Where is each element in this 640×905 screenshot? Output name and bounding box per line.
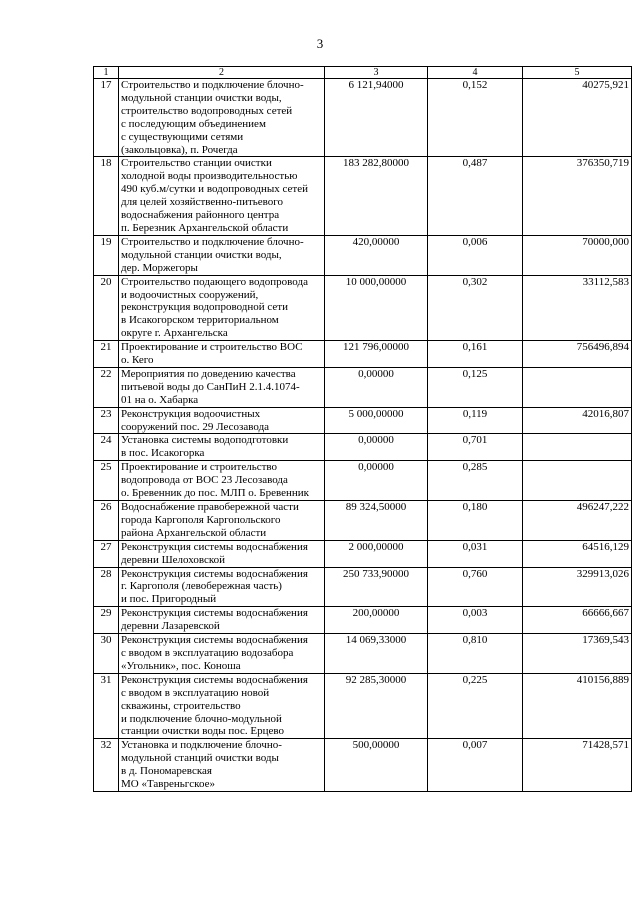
value-col4-cell: 0,006 <box>428 235 523 275</box>
table-row <box>94 79 632 157</box>
object-name-line: Установка и подключение блочно- <box>121 739 282 752</box>
object-name-line: станции очистки воды пос. Ерцево <box>121 725 284 738</box>
object-name-cell <box>119 157 325 235</box>
object-name-line: с вводом в эксплуатацию водозабора <box>121 646 294 659</box>
column-header: 5 <box>523 67 632 79</box>
object-name-line: питьевой воды до СанПиН 2.1.4.1074- <box>121 380 300 393</box>
object-name-line: в Исакогорском территориальном <box>121 314 279 327</box>
value-col3-cell: 5 000,00000 <box>325 407 428 434</box>
object-name-line: Реконструкция системы водоснабжения <box>121 540 308 553</box>
object-name-line: в пос. Исакогорка <box>121 447 205 460</box>
table-row <box>94 434 632 461</box>
object-name-line: деревни Лазаревской <box>121 620 220 633</box>
page-number: 3 <box>316 36 324 51</box>
object-name-line: Проектирование и строительство <box>121 461 278 474</box>
row-number-cell: 17 <box>94 79 119 157</box>
value-col5-cell <box>523 434 632 461</box>
object-name-line: модульной станций очистки воды <box>121 752 279 765</box>
object-name-cell <box>119 739 325 792</box>
value-col4-cell: 0,125 <box>428 367 523 407</box>
object-name-cell <box>119 501 325 541</box>
object-name-line: Реконструкция водоочистных <box>121 407 261 420</box>
table-header-row <box>94 67 632 79</box>
value-col3-cell: 420,00000 <box>325 235 428 275</box>
row-number-cell: 21 <box>94 341 119 368</box>
object-name-line: МО «Тавреньгское» <box>121 778 215 791</box>
object-name-line: сооружений пос. 29 Лесозавода <box>121 420 270 433</box>
value-col4-cell: 0,760 <box>428 567 523 607</box>
object-name-cell <box>119 341 325 368</box>
object-name-cell <box>119 407 325 434</box>
object-name-line: строительство водопроводных сетей <box>121 104 293 117</box>
value-col3-cell: 0,00000 <box>325 434 428 461</box>
value-col4-cell: 0,161 <box>428 341 523 368</box>
value-col4-cell: 0,487 <box>428 157 523 235</box>
object-name-line: деревни Шелоховской <box>121 553 226 566</box>
value-col4-cell: 0,180 <box>428 501 523 541</box>
row-number-cell: 19 <box>94 235 119 275</box>
object-name-line: п. Березник Архангельской области <box>121 221 289 234</box>
value-col4-cell: 0,701 <box>428 434 523 461</box>
object-name-line: Реконструкция системы водоснабжения <box>121 634 308 647</box>
row-number-cell: 30 <box>94 634 119 674</box>
object-name-line: Реконструкция системы водоснабжения <box>121 607 308 620</box>
table-row <box>94 540 632 567</box>
value-col5-cell <box>523 367 632 407</box>
value-col4-cell: 0,031 <box>428 540 523 567</box>
value-col3-cell: 250 733,90000 <box>325 567 428 607</box>
object-name-line: Строительство станции очистки <box>121 157 272 170</box>
value-col4-cell: 0,003 <box>428 607 523 634</box>
value-col3-cell: 200,00000 <box>325 607 428 634</box>
value-col3-cell: 14 069,33000 <box>325 634 428 674</box>
row-number-cell: 18 <box>94 157 119 235</box>
row-number-cell: 28 <box>94 567 119 607</box>
table-row <box>94 367 632 407</box>
value-col5-cell: 17369,543 <box>523 634 632 674</box>
value-col5-cell: 42016,807 <box>523 407 632 434</box>
object-name-cell <box>119 235 325 275</box>
row-number-cell: 25 <box>94 461 119 501</box>
object-name-line: о. Кего <box>121 354 154 367</box>
value-col5-cell: 329913,026 <box>523 567 632 607</box>
value-col5-cell: 66666,667 <box>523 607 632 634</box>
value-col4-cell: 0,285 <box>428 461 523 501</box>
table-row <box>94 275 632 341</box>
value-col5-cell: 410156,889 <box>523 673 632 739</box>
table-row <box>94 739 632 792</box>
column-header: 2 <box>119 67 325 79</box>
object-name-line: холодной воды производительностью <box>121 170 298 183</box>
object-name-line: 490 куб.м/сутки и водопроводных сетей <box>121 183 309 196</box>
value-col3-cell: 0,00000 <box>325 461 428 501</box>
object-name-line: дер. Моржегоры <box>121 261 198 274</box>
object-name-line: скважины, строительство <box>121 699 241 712</box>
object-name-line: с вводом в эксплуатацию новой <box>121 686 270 699</box>
row-number-cell: 29 <box>94 607 119 634</box>
object-name-line: и пос. Пригородный <box>121 593 217 606</box>
table-row <box>94 607 632 634</box>
table-row <box>94 461 632 501</box>
value-col3-cell: 2 000,00000 <box>325 540 428 567</box>
value-col5-cell: 64516,129 <box>523 540 632 567</box>
object-name-cell <box>119 367 325 407</box>
object-name-line: «Угольник», пос. Коноша <box>121 659 241 672</box>
value-col3-cell: 121 796,00000 <box>325 341 428 368</box>
row-number-cell: 22 <box>94 367 119 407</box>
row-number-cell: 24 <box>94 434 119 461</box>
object-name-cell <box>119 567 325 607</box>
object-name-cell <box>119 275 325 341</box>
object-name-line: модульной станции очистки воды, <box>121 248 282 261</box>
value-col5-cell: 376350,719 <box>523 157 632 235</box>
object-name-line: Проектирование и строительство ВОС <box>121 341 303 354</box>
value-col5-cell: 71428,571 <box>523 739 632 792</box>
value-col5-cell: 496247,222 <box>523 501 632 541</box>
value-col5-cell: 40275,921 <box>523 79 632 157</box>
value-col4-cell: 0,152 <box>428 79 523 157</box>
object-name-cell <box>119 79 325 157</box>
object-name-line: для целей хозяйственно-питьевого <box>121 196 284 209</box>
object-name-line: (закольцовка), п. Рочегда <box>121 143 238 156</box>
object-name-line: с существующими сетями <box>121 130 244 143</box>
value-col5-cell <box>523 461 632 501</box>
object-name-line: реконструкция водопроводной сети <box>121 301 288 314</box>
object-name-cell <box>119 607 325 634</box>
value-col4-cell: 0,810 <box>428 634 523 674</box>
column-header: 4 <box>428 67 523 79</box>
value-col4-cell: 0,119 <box>428 407 523 434</box>
object-name-line: модульной станции очистки воды, <box>121 91 282 104</box>
row-number-cell: 32 <box>94 739 119 792</box>
value-col5-cell: 756496,894 <box>523 341 632 368</box>
object-name-line: Строительство подающего водопровода <box>121 275 308 288</box>
object-name-line: и подключение блочно-модульной <box>121 712 282 725</box>
row-number-cell: 23 <box>94 407 119 434</box>
column-header: 3 <box>325 67 428 79</box>
object-name-line: и водоочистных сооружений, <box>121 288 259 301</box>
object-name-line: района Архангельской области <box>121 526 267 539</box>
object-name-line: округе г. Архангельска <box>121 327 228 340</box>
object-name-line: Реконструкция системы водоснабжения <box>121 673 308 686</box>
value-col3-cell: 92 285,30000 <box>325 673 428 739</box>
object-name-line: с последующим объединением <box>121 117 266 130</box>
value-col3-cell: 183 282,80000 <box>325 157 428 235</box>
object-name-cell <box>119 634 325 674</box>
value-col5-cell: 70000,000 <box>523 235 632 275</box>
object-name-line: Строительство и подключение блочно- <box>121 235 304 248</box>
row-number-cell: 26 <box>94 501 119 541</box>
object-name-line: Реконструкция системы водоснабжения <box>121 567 308 580</box>
table-row <box>94 341 632 368</box>
object-name-line: г. Каргополя (левобережная часть) <box>121 580 282 593</box>
object-name-line: Водоснабжение правобережной части <box>121 501 299 513</box>
row-number-cell: 31 <box>94 673 119 739</box>
value-col4-cell: 0,302 <box>428 275 523 341</box>
table-row <box>94 634 632 674</box>
value-col3-cell: 0,00000 <box>325 367 428 407</box>
object-name-cell <box>119 673 325 739</box>
column-header: 1 <box>94 67 119 79</box>
object-name-line: водоснабжения районного центра <box>121 209 280 222</box>
data-table <box>93 66 632 792</box>
table-row <box>94 501 632 541</box>
table-row <box>94 157 632 235</box>
value-col3-cell: 500,00000 <box>325 739 428 792</box>
object-name-line: Мероприятия по доведению качества <box>121 367 296 380</box>
object-name-line: в д. Пономаревская <box>121 765 212 778</box>
object-name-line: о. Бревенник до пос. МЛП о. Бревенник <box>121 487 310 500</box>
table-row <box>94 673 632 739</box>
object-name-cell <box>119 540 325 567</box>
value-col4-cell: 0,225 <box>428 673 523 739</box>
object-name-line: Установка системы водоподготовки <box>121 434 289 447</box>
object-name-line: Строительство и подключение блочно- <box>121 79 304 91</box>
value-col3-cell: 6 121,94000 <box>325 79 428 157</box>
value-col3-cell: 89 324,50000 <box>325 501 428 541</box>
object-name-cell <box>119 461 325 501</box>
object-name-cell <box>119 434 325 461</box>
row-number-cell: 27 <box>94 540 119 567</box>
table-row <box>94 567 632 607</box>
object-name-line: города Каргополя Каргопольского <box>121 513 281 526</box>
row-number-cell: 20 <box>94 275 119 341</box>
value-col4-cell: 0,007 <box>428 739 523 792</box>
object-name-line: водопровода от ВОС 23 Лесозавода <box>121 474 288 487</box>
table-row <box>94 407 632 434</box>
value-col3-cell: 10 000,00000 <box>325 275 428 341</box>
table-row <box>94 235 632 275</box>
object-name-line: 01 на о. Хабарка <box>121 393 199 406</box>
value-col5-cell: 33112,583 <box>523 275 632 341</box>
